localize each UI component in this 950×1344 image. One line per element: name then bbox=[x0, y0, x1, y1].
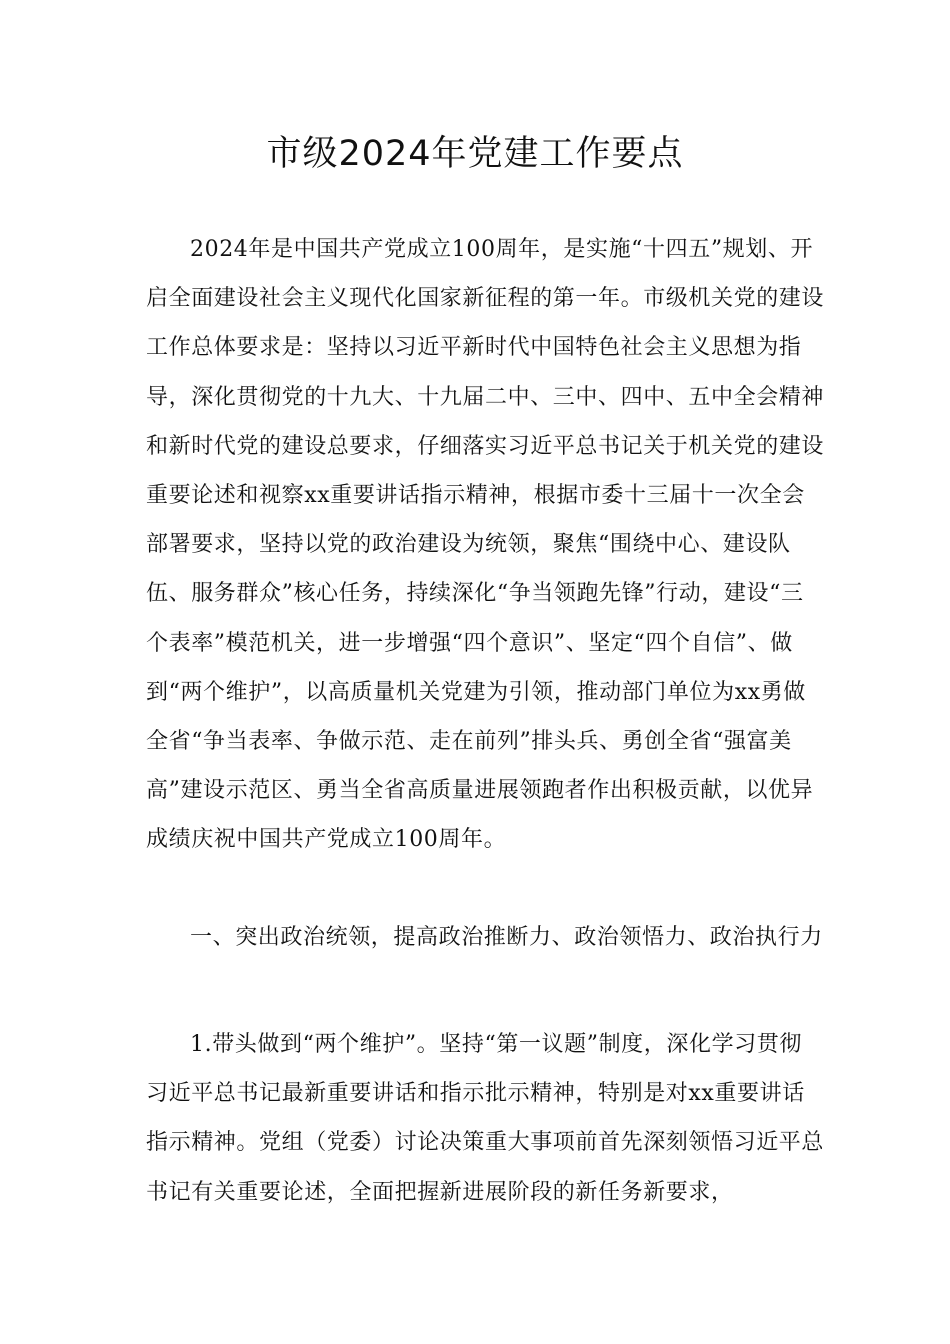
intro-paragraph: 2024年是中国共产党成立100周年，是实施“十四五”规划、开启全面建设社会主义现代化国家新征程的第一年。市级机关党的建设工作总体要求是：坚持以习近平新时代中国特色社会主义思想为指导，深化贯彻党的十九大、十九届二中、三中、四中、五中全会精神和新时代党的建设总要求，仔细落实习近平总书记关于机关党的建设重要论述和视察xx重要讲话指示精神，根据市委十三届十一次全会部署要求，坚持以党的政治建设为统领，聚焦“围绕中心、建设队伍、服务群众”核心任务，持续深化“争当领跑先锋”行动，建设“三个表率”模范机关，进一步增强“四个意识”、坚定“四个自信”、做到“两个维护”，以高质量机关党建为引领，推动部门单位为xx勇做全省“争当表率、争做示范、走在前列”排头兵、勇创全省“强富美高”建设示范区、勇当全省高质量进展领跑者作出积极贡献，以优异成绩庆祝中国共产党成立100周年。 bbox=[146, 237, 825, 853]
document-title: 市级2024年党建工作要点 bbox=[266, 134, 684, 174]
section-heading: 一、突出政治统领，提高政治推断力、政治领悟力、政治执行力 bbox=[190, 925, 823, 950]
body-paragraph: 1.带头做到“两个维护”。坚持“第一议题”制度，深化学习贯彻习近平总书记最新重要讲话和指示批示精神，特别是对xx重要讲话指示精神。党组（党委）讨论决策重大事项前首先深刻领悟习近平总书记有关重要论述，全面把握新进展阶段的新任务新要求， bbox=[146, 1032, 825, 1205]
